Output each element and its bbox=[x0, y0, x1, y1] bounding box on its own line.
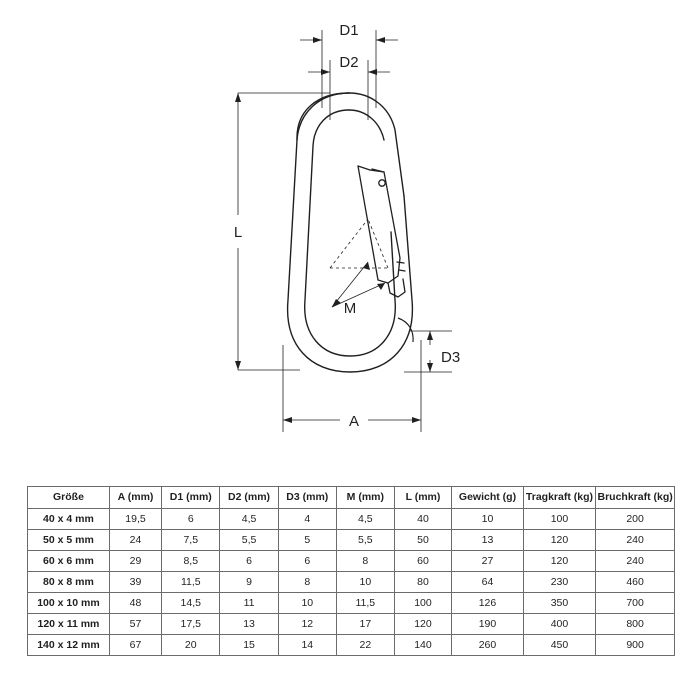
cell-weight: 190 bbox=[452, 614, 523, 635]
cell-breaking: 460 bbox=[596, 572, 675, 593]
specification-table-container bbox=[27, 486, 675, 656]
column-header-a: A (mm) bbox=[109, 487, 161, 509]
column-header-size: Größe bbox=[28, 487, 110, 509]
cell-d1: 17,5 bbox=[162, 614, 220, 635]
cell-d2: 9 bbox=[220, 572, 278, 593]
cell-a: 48 bbox=[109, 593, 161, 614]
cell-l: 140 bbox=[394, 635, 452, 656]
cell-m: 22 bbox=[336, 635, 394, 656]
cell-m: 11,5 bbox=[336, 593, 394, 614]
cell-weight: 126 bbox=[452, 593, 523, 614]
dimension-label-m: M bbox=[343, 300, 357, 317]
cell-weight: 10 bbox=[452, 509, 523, 530]
cell-d2: 5,5 bbox=[220, 530, 278, 551]
cell-l: 60 bbox=[394, 551, 452, 572]
cell-d3: 12 bbox=[278, 614, 336, 635]
cell-breaking: 200 bbox=[596, 509, 675, 530]
cell-size: 120 x 11 mm bbox=[28, 614, 110, 635]
table-row bbox=[28, 509, 675, 530]
cell-load: 450 bbox=[523, 635, 596, 656]
table-row bbox=[28, 593, 675, 614]
column-header-m: M (mm) bbox=[336, 487, 394, 509]
cell-breaking: 800 bbox=[596, 614, 675, 635]
table-row bbox=[28, 530, 675, 551]
cell-size: 100 x 10 mm bbox=[28, 593, 110, 614]
column-header-d3: D3 (mm) bbox=[278, 487, 336, 509]
table-row bbox=[28, 572, 675, 593]
cell-d1: 11,5 bbox=[162, 572, 220, 593]
cell-breaking: 900 bbox=[596, 635, 675, 656]
cell-d2: 13 bbox=[220, 614, 278, 635]
cell-a: 57 bbox=[109, 614, 161, 635]
cell-weight: 64 bbox=[452, 572, 523, 593]
cell-a: 29 bbox=[109, 551, 161, 572]
table-row bbox=[28, 614, 675, 635]
dimension-label-l: L bbox=[233, 224, 243, 241]
cell-a: 19,5 bbox=[109, 509, 161, 530]
cell-a: 39 bbox=[109, 572, 161, 593]
cell-m: 10 bbox=[336, 572, 394, 593]
cell-d2: 6 bbox=[220, 551, 278, 572]
cell-breaking: 700 bbox=[596, 593, 675, 614]
specification-table bbox=[27, 486, 675, 656]
table-row bbox=[28, 635, 675, 656]
dimension-label-d1: D1 bbox=[339, 22, 359, 39]
cell-d2: 4,5 bbox=[220, 509, 278, 530]
cell-l: 40 bbox=[394, 509, 452, 530]
column-header-d1: D1 (mm) bbox=[162, 487, 220, 509]
cell-load: 400 bbox=[523, 614, 596, 635]
cell-size: 50 x 5 mm bbox=[28, 530, 110, 551]
column-header-breaking: Bruchkraft (kg) bbox=[596, 487, 675, 509]
cell-d1: 14,5 bbox=[162, 593, 220, 614]
cell-l: 80 bbox=[394, 572, 452, 593]
cell-a: 24 bbox=[109, 530, 161, 551]
cell-load: 100 bbox=[523, 509, 596, 530]
cell-d2: 11 bbox=[220, 593, 278, 614]
dimension-label-d3: D3 bbox=[441, 349, 461, 366]
cell-d1: 8,5 bbox=[162, 551, 220, 572]
dimension-label-a: A bbox=[348, 413, 360, 430]
cell-size: 60 x 6 mm bbox=[28, 551, 110, 572]
cell-m: 5,5 bbox=[336, 530, 394, 551]
cell-d1: 20 bbox=[162, 635, 220, 656]
cell-load: 120 bbox=[523, 530, 596, 551]
cell-l: 100 bbox=[394, 593, 452, 614]
cell-a: 67 bbox=[109, 635, 161, 656]
cell-load: 120 bbox=[523, 551, 596, 572]
cell-d2: 15 bbox=[220, 635, 278, 656]
table-header-row bbox=[28, 487, 675, 509]
dimension-label-d2: D2 bbox=[339, 54, 359, 71]
column-header-d2: D2 (mm) bbox=[220, 487, 278, 509]
cell-d3: 5 bbox=[278, 530, 336, 551]
cell-weight: 260 bbox=[452, 635, 523, 656]
cell-d3: 6 bbox=[278, 551, 336, 572]
column-header-weight: Gewicht (g) bbox=[452, 487, 523, 509]
cell-d3: 14 bbox=[278, 635, 336, 656]
cell-m: 17 bbox=[336, 614, 394, 635]
cell-load: 230 bbox=[523, 572, 596, 593]
cell-breaking: 240 bbox=[596, 530, 675, 551]
cell-d1: 7,5 bbox=[162, 530, 220, 551]
cell-size: 140 x 12 mm bbox=[28, 635, 110, 656]
cell-d1: 6 bbox=[162, 509, 220, 530]
cell-weight: 13 bbox=[452, 530, 523, 551]
cell-breaking: 240 bbox=[596, 551, 675, 572]
cell-size: 40 x 4 mm bbox=[28, 509, 110, 530]
cell-l: 50 bbox=[394, 530, 452, 551]
column-header-load: Tragkraft (kg) bbox=[523, 487, 596, 509]
column-header-l: L (mm) bbox=[394, 487, 452, 509]
cell-l: 120 bbox=[394, 614, 452, 635]
table-row bbox=[28, 551, 675, 572]
cell-d3: 4 bbox=[278, 509, 336, 530]
cell-d3: 10 bbox=[278, 593, 336, 614]
cell-m: 8 bbox=[336, 551, 394, 572]
cell-weight: 27 bbox=[452, 551, 523, 572]
cell-d3: 8 bbox=[278, 572, 336, 593]
cell-load: 350 bbox=[523, 593, 596, 614]
cell-size: 80 x 8 mm bbox=[28, 572, 110, 593]
cell-m: 4,5 bbox=[336, 509, 394, 530]
